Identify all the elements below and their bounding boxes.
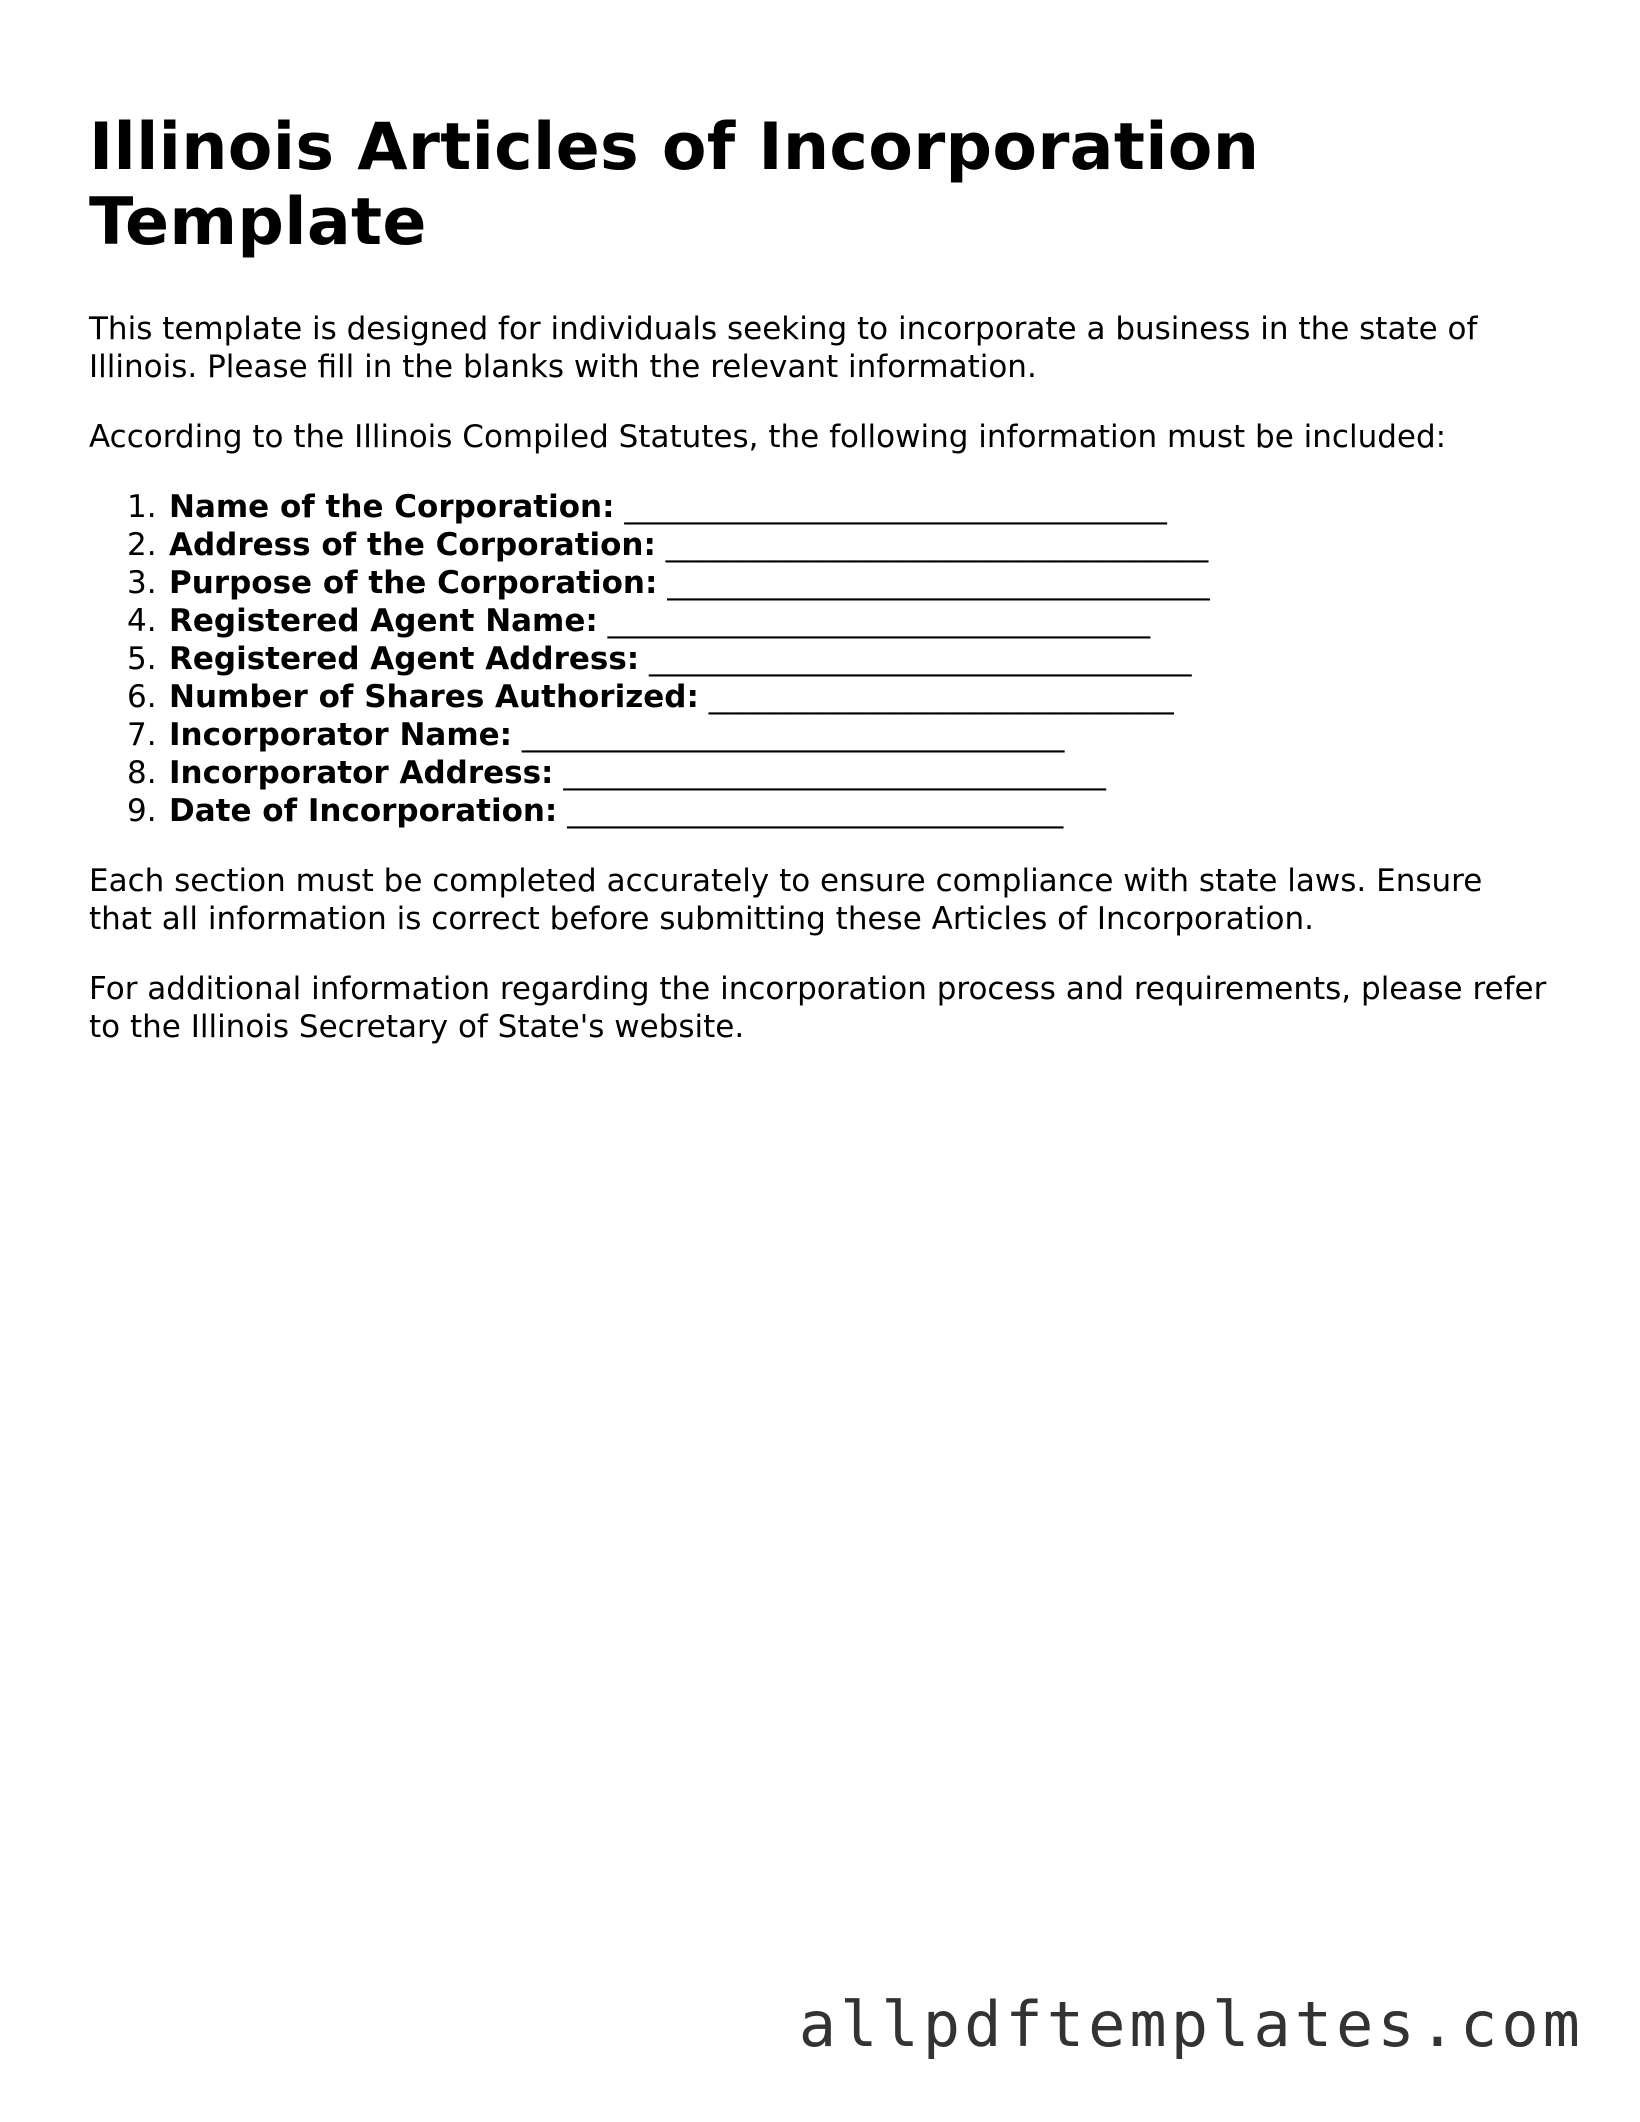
field-number: 8. <box>127 755 157 791</box>
field-number: 7. <box>127 717 157 753</box>
fill-in-blank[interactable]: ________________________________ <box>567 793 1064 829</box>
field-number: 2. <box>127 527 157 563</box>
field-label: Name of the Corporation: <box>169 489 615 525</box>
field-label: Date of Incorporation: <box>169 793 558 829</box>
list-item <box>127 792 1549 830</box>
field-label: Incorporator Name: <box>169 717 513 753</box>
field-number: 4. <box>127 603 157 639</box>
additional-info: For additional information regarding the incorporation process and requirements, please refer to the Illinois Secretary of State's website. <box>89 971 1547 1045</box>
fill-in-blank[interactable]: ______________________________ <box>708 679 1174 715</box>
site-watermark: allpdftemplates.com <box>798 1988 1584 2061</box>
field-label: Registered Agent Address: <box>169 641 640 677</box>
field-number: 1. <box>127 489 157 525</box>
field-number: 3. <box>127 565 157 601</box>
fill-in-blank[interactable]: ___________________________________ <box>665 527 1209 563</box>
fill-in-blank[interactable]: ___________________________________ <box>607 603 1151 639</box>
field-label: Address of the Corporation: <box>169 527 656 563</box>
list-item <box>127 716 1549 754</box>
list-item <box>127 678 1549 716</box>
fill-in-blank[interactable]: ___________________________________ <box>521 717 1065 753</box>
field-number: 5. <box>127 641 157 677</box>
list-item <box>127 526 1549 564</box>
required-fields-list <box>89 488 1549 830</box>
list-item <box>127 602 1549 640</box>
field-number: 9. <box>127 793 157 829</box>
fill-in-blank[interactable]: ___________________________________ <box>649 641 1192 677</box>
fill-in-blank[interactable]: ___________________________________ <box>667 565 1210 601</box>
list-item <box>127 640 1549 678</box>
field-label: Number of Shares Authorized: <box>169 679 699 715</box>
list-item <box>127 754 1549 792</box>
field-label: Purpose of the Corporation: <box>169 565 658 601</box>
document-page <box>89 110 1549 1046</box>
list-item <box>127 488 1549 526</box>
field-label: Registered Agent Name: <box>169 603 598 639</box>
statute-note: According to the Illinois Compiled Statutes, the following information must be included: <box>89 419 1447 455</box>
document-title: Illinois Articles of Incorporation Template <box>89 110 1260 260</box>
accuracy-note: Each section must be completed accurately to ensure compliance with state laws. Ensure that all information is correct before submitting these Articles of Incorporation. <box>89 863 1483 937</box>
list-item <box>127 564 1549 602</box>
fill-in-blank[interactable]: ___________________________________ <box>624 489 1167 525</box>
intro-paragraph: This template is designed for individuals seeking to incorporate a business in the state of Illinois. Please fill in the blanks with the relevant information. <box>89 311 1478 385</box>
fill-in-blank[interactable]: ___________________________________ <box>563 755 1106 791</box>
field-label: Incorporator Address: <box>169 755 554 791</box>
field-number: 6. <box>127 679 157 715</box>
